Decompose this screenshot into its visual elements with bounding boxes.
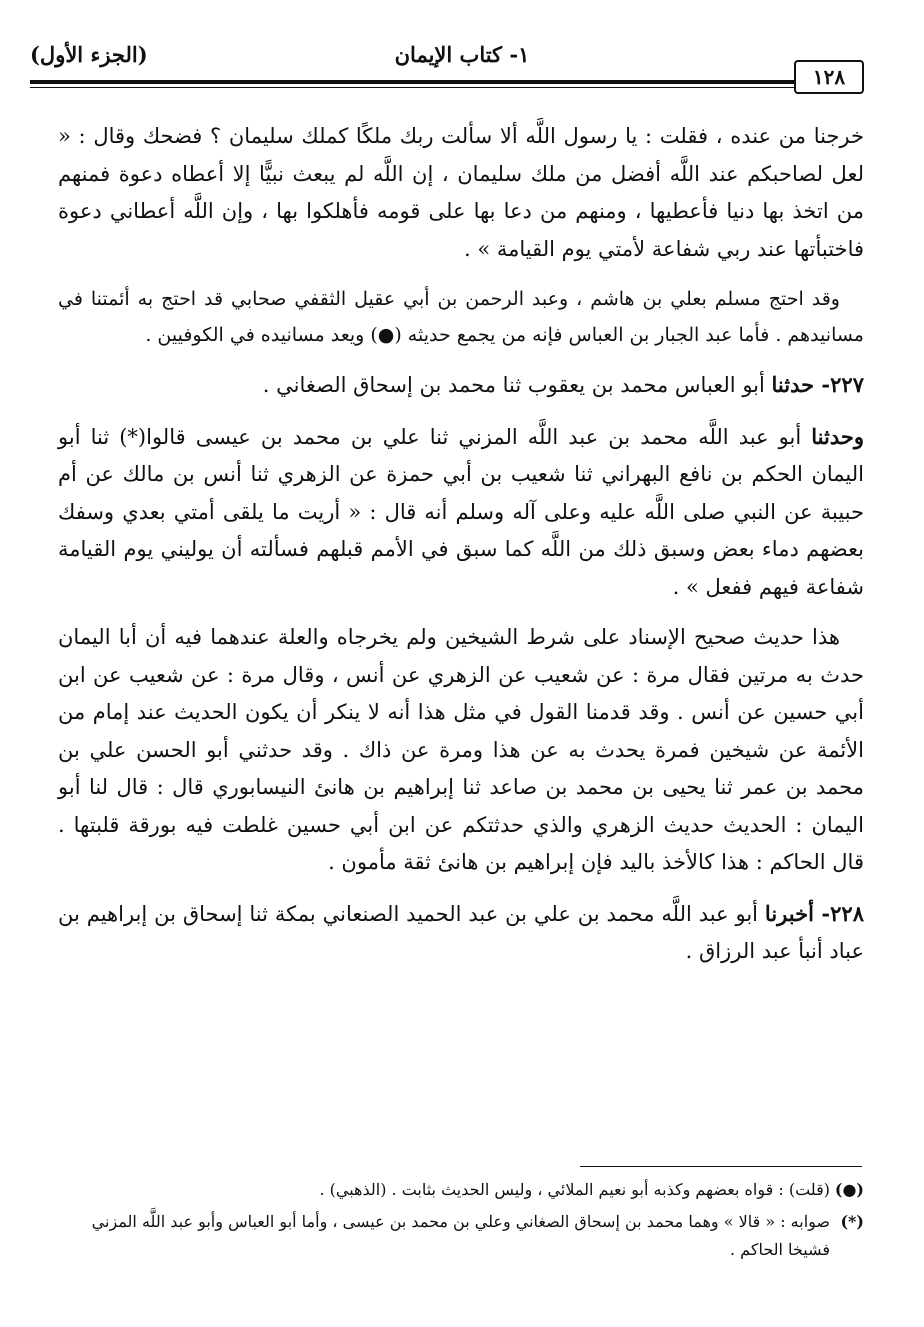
paragraph-text: أبو عبد اللَّه محمد بن عبد اللَّه المزني ثنا علي بن محمد بن عيسى قالوا(*) ثنا أبو اليمان الحكم بن نافع البهراني ثنا شعيب بن أبي حمزة عن الزهري ثنا أنس بن مالك عن أم حبيبة عن النبي صلى اللَّه عليه وعلى آله وسلم أنه قال : « أريت ما يلقى أمتي بعدي وسفك بعضهم دماء بعض وسبق ذلك من اللَّه كما سبق في الأمم قبلهم فسألته أن يوليني يوم القيامة شفاعة فيهم ففعل » . bbox=[58, 424, 864, 599]
hadith-lead: وحدثنا bbox=[811, 423, 864, 449]
footnote-text: (قلت) : قواه بعضهم وكذبه أبو نعيم الملائي ، وليس الحديث بثابت . (الذهبي) . bbox=[319, 1180, 830, 1199]
footnote-text: صوابه : « قالا » وهما محمد بن إسحاق الصغاني وعلي بن محمد بن عيسى ، وأما أبو العباس وأبو عبد اللَّه المزني فشيخا الحاكم . bbox=[91, 1212, 830, 1259]
paragraph-text: أبو عبد اللَّه محمد بن علي بن عبد الحميد الصنعاني بمكة ثنا إسحاق بن إبراهيم بن عباد أنبأ عبد الرزاق . bbox=[58, 901, 864, 963]
footnote-rule bbox=[580, 1166, 862, 1167]
footnote-mark: (●) bbox=[834, 1180, 864, 1199]
chapter-title: ١- كتاب الإيمان bbox=[394, 42, 530, 67]
hadith-lead: ٢٢٧- حدثنا bbox=[771, 372, 864, 397]
header-rule-thick bbox=[30, 80, 796, 84]
footnote bbox=[70, 1176, 864, 1204]
paragraph-text: أبو العباس محمد بن يعقوب ثنا محمد بن إسحاق الصغاني . bbox=[262, 373, 772, 397]
hadith-227 bbox=[58, 366, 864, 405]
volume-label: (الجزء الأول) bbox=[30, 42, 148, 67]
main-text bbox=[58, 118, 864, 984]
footnote-mark: (*) bbox=[840, 1212, 864, 1231]
paragraph bbox=[58, 418, 864, 607]
paragraph-text: خرجنا من عنده ، فقلت : يا رسول اللَّه ألا سألت ربك ملكًا كملك سليمان ؟ فضحك وقال : « لعل لصاحبكم عند اللَّه أفضل من ملك سليمان ، إن اللَّه لم يبعث نبيًّا إلا أعطاه دعوة فمنهم من اتخذ بها دنيا فأعطيها ، ومنهم من دعا بها على قومه فأهلكوا بها ، وإن اللَّه أعطاني دعوة فاختبأتها عند ربي شفاعة لأمتي يوم القيامة » . bbox=[58, 124, 864, 261]
hadith-lead: ٢٢٨- أخبرنا bbox=[764, 900, 864, 926]
header-rule-thin bbox=[30, 87, 796, 88]
footnote bbox=[70, 1208, 864, 1264]
page-number: ١٢٨ bbox=[794, 60, 864, 94]
paragraph-text: هذا حديث صحيح الإسناد على شرط الشيخين ولم يخرجاه والعلة عندهما فيه أن أبا اليمان حدث به مرتين فقال مرة : عن شعيب عن الزهري عن أنس ، وقال مرة : عن شعيب عن ابن أبي حسين عن أنس . وقد قدمنا القول في مثل هذا أنه لا ينكر أن يكون الحديث عند إمام من الأئمة عن شيخين فمرة يحدث به عن هذا ومرة عن ذاك . وقد حدثني أبو الحسن علي بن محمد بن عمر ثنا يحيى بن محمد بن صاعد ثنا إبراهيم بن هانئ النيسابوري قال : قال لنا أبو اليمان : الحديث حديث الزهري والذي حدثتكم عن ابن أبي حسين غلطت فيه بورقة قلبتها . قال الحاكم : هذا كالأخذ باليد فإن إبراهيم بن هانئ ثقة مأمون . bbox=[58, 625, 864, 874]
paragraph-text: وقد احتج مسلم بعلي بن هاشم ، وعبد الرحمن بن أبي عقيل الثقفي صحابي قد احتج به أئمتنا في مسانيدهم . فأما عبد الجبار بن العباس فإنه من يجمع حديثه (●) ويعد مسانيده في الكوفيين . bbox=[58, 288, 864, 346]
footnotes bbox=[70, 1176, 864, 1268]
paragraph bbox=[58, 118, 864, 268]
paragraph bbox=[58, 619, 864, 882]
page-header bbox=[30, 38, 894, 72]
hadith-228 bbox=[58, 895, 864, 971]
paragraph bbox=[58, 281, 864, 353]
